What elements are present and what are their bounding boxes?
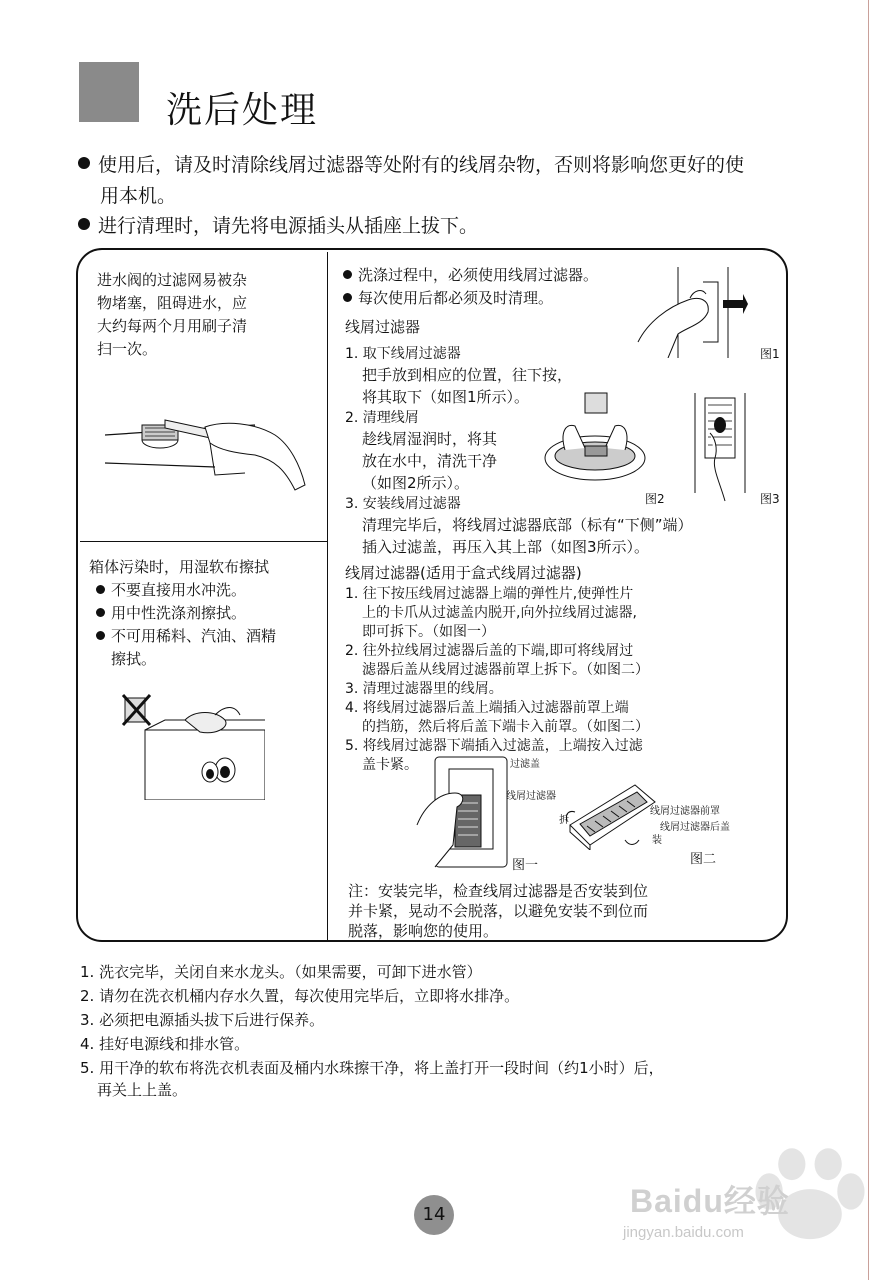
fig-a-label: 图一 [512, 858, 539, 873]
intro-bullet-1 [78, 151, 744, 179]
label-back-cover: 线屑过滤器后盖 [660, 822, 730, 833]
bullet-dot-icon [343, 270, 352, 279]
s2-line-1: 1. 往下按压线屑过滤器上端的弹性片,使弹性片 [345, 586, 634, 602]
bullet-dot-icon [78, 218, 90, 230]
right-bullet-2 [343, 288, 553, 309]
figure-b-illustration [565, 780, 660, 850]
left-bottom-item-1-text: 不要直接用水冲洗。 [111, 581, 247, 599]
footer-item-5: 5. 用干净的软布将洗衣机表面及桶内水珠擦干净，将上盖打开一段时间（约1小时）后， [80, 1059, 664, 1077]
label-install: 装 [652, 835, 662, 846]
footer-item-5-cont: 再关上上盖。 [97, 1081, 188, 1099]
label-lint-filter: 线屑过滤器 [506, 791, 556, 802]
note-line-3: 脱落，影响您的使用。 [348, 922, 499, 940]
label-remove: 拆 [559, 815, 569, 826]
right-bullet-1 [343, 265, 598, 286]
title-marker [79, 62, 139, 122]
s1-step2-c: （如图2所示）。 [362, 474, 470, 492]
s2-line-2: 上的卡爪从过滤盖内脱开,向外拉线屑过滤器, [362, 605, 637, 621]
bullet-dot-icon [96, 585, 105, 594]
section1-title: 线屑过滤器 [345, 318, 421, 336]
s1-step3: 3. 安装线屑过滤器 [345, 496, 461, 512]
fig3-label: 图3 [760, 492, 780, 506]
figure3-illustration [690, 393, 750, 503]
left-bottom-item-2-text: 用中性洗涤剂擦拭。 [111, 604, 247, 622]
page-title: 洗后处理 [166, 90, 319, 131]
left-divider [80, 541, 327, 542]
label-front-cover: 线屑过滤器前罩 [650, 806, 720, 817]
s1-step2-a: 趁线屑湿润时，将其 [362, 430, 498, 448]
s1-step1-b: 将其取下（如图1所示）。 [362, 388, 530, 406]
left-bottom-item-3-cont: 擦拭。 [111, 650, 157, 668]
figure2-illustration [540, 388, 650, 498]
fig-b-label: 图二 [690, 852, 717, 867]
page-edge-line [868, 0, 869, 1280]
left-top-line-1: 进水阀的过滤网易被杂 [97, 271, 248, 289]
s2-line-5: 滤器后盖从线屑过滤器前罩上拆下。（如图二） [362, 662, 649, 678]
figure1-illustration [628, 262, 748, 358]
s2-line-8: 的挡筋，然后将后盖下端卡入前罩。（如图二） [362, 719, 649, 735]
footer-item-3: 3. 必须把电源插头拔下后进行保养。 [80, 1011, 325, 1029]
left-bottom-item-1 [96, 580, 246, 601]
bullet-dot-icon [78, 157, 90, 169]
s1-step1: 1. 取下线屑过滤器 [345, 346, 461, 362]
bullet-dot-icon [96, 631, 105, 640]
washer-wiping-illustration [115, 690, 265, 800]
intro-bullet-1-text: 使用后，请及时清除线屑过滤器等处附有的线屑杂物，否则将影响您更好的使 [98, 154, 745, 176]
intro-bullet-2-text: 进行清理时，请先将电源插头从插座上拔下。 [98, 215, 479, 237]
intro-bullet-1-cont: 用本机。 [100, 185, 177, 207]
s2-line-7: 4. 将线屑过滤器后盖上端插入过滤器前罩上端 [345, 700, 629, 716]
s2-line-10: 盖卡紧。 [362, 757, 418, 773]
left-bottom-item-3 [96, 626, 276, 647]
inlet-valve-brushing-illustration [105, 395, 315, 505]
footer-item-4: 4. 挂好电源线和排水管。 [80, 1035, 250, 1053]
s1-step2-b: 放在水中，清洗干净 [362, 452, 498, 470]
intro-bullet-2 [78, 212, 478, 240]
s1-step3-a: 清理完毕后，将线屑过滤器底部（标有“下侧”端） [362, 516, 693, 534]
left-bottom-heading: 箱体污染时，用湿软布擦拭 [89, 558, 270, 576]
label-filter-cover: 过滤盖 [510, 759, 540, 770]
note-line-1: 注：安装完毕，检查线屑过滤器是否安装到位 [348, 882, 649, 900]
right-bullet-2-text: 每次使用后都必须及时清理。 [358, 289, 554, 307]
fig1-label: 图1 [760, 347, 780, 361]
figure-a-illustration [415, 755, 515, 873]
left-top-line-4: 扫一次。 [97, 340, 158, 358]
watermark-brand: Baidu经验 [630, 1183, 790, 1219]
s2-line-6: 3. 清理过滤器里的线屑。 [345, 681, 503, 697]
s1-step3-b: 插入过滤盖，再压入其上部（如图3所示）。 [362, 538, 650, 556]
bullet-dot-icon [343, 293, 352, 302]
bullet-dot-icon [96, 608, 105, 617]
note-line-2: 并卡紧，晃动不会脱落，以避免安装不到位而 [348, 902, 649, 920]
footer-item-2: 2. 请勿在洗衣机桶内存水久置，每次使用完毕后，立即将水排净。 [80, 987, 520, 1005]
footer-item-1: 1. 洗衣完毕，关闭自来水龙头。（如果需要，可卸下进水管） [80, 963, 482, 981]
fig2-label: 图2 [645, 492, 665, 506]
column-divider [327, 252, 328, 942]
page-number-badge: 14 [414, 1195, 454, 1235]
section2-title: 线屑过滤器(适用于盒式线屑过滤器) [345, 564, 582, 582]
right-bullet-1-text: 洗涤过程中，必须使用线屑过滤器。 [358, 266, 599, 284]
s1-step2: 2. 清理线屑 [345, 410, 419, 426]
s2-line-4: 2. 往外拉线屑过滤器后盖的下端,即可将线屑过 [345, 643, 634, 659]
s2-line-3: 即可拆下。（如图一） [362, 624, 495, 640]
left-bottom-item-2 [96, 603, 246, 624]
watermark-url: jingyan.baidu.com [623, 1224, 744, 1241]
left-bottom-item-3-text: 不可用稀料、汽油、酒精 [111, 627, 277, 645]
left-top-line-2: 物堵塞，阻碍进水，应 [97, 294, 248, 312]
s1-step1-a: 把手放到相应的位置，往下按， [362, 366, 573, 384]
s2-line-9: 5. 将线屑过滤器下端插入过滤盖，上端按入过滤 [345, 738, 643, 754]
left-top-line-3: 大约每两个月用刷子清 [97, 317, 248, 335]
